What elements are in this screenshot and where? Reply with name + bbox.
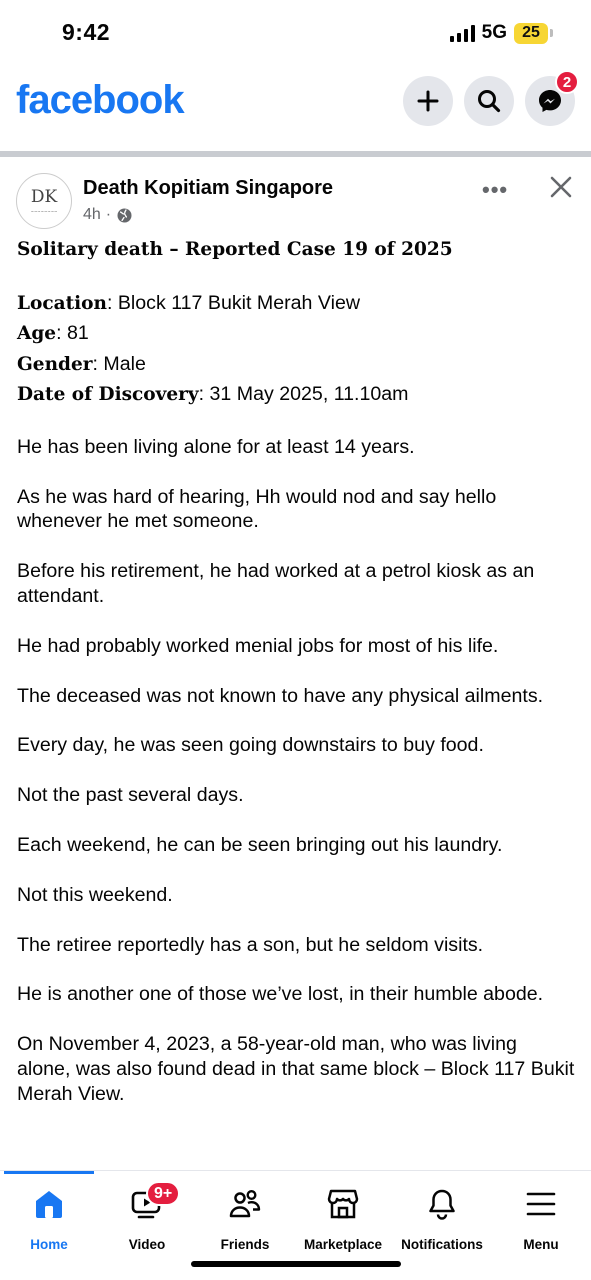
close-icon[interactable] xyxy=(548,174,574,200)
detail-value: : Male xyxy=(92,352,146,375)
messenger-button[interactable] xyxy=(525,73,575,126)
post-paragraph: Not the past several days. xyxy=(17,784,244,807)
video-badge: 9+ xyxy=(146,1181,180,1206)
nav-label-friends: Friends xyxy=(220,1237,270,1252)
meta-separator: · xyxy=(105,206,112,223)
post-paragraph: He has been living alone for at least 14 years. xyxy=(17,435,415,458)
detail-value: : 31 May 2025, 11.10am xyxy=(198,383,409,406)
nav-label-video: Video xyxy=(128,1237,166,1252)
detail-label: Gender xyxy=(17,353,93,375)
post-meta xyxy=(83,206,133,224)
page-avatar[interactable] xyxy=(16,173,72,229)
create-button[interactable] xyxy=(403,76,453,126)
post-paragraph: Not this weekend. xyxy=(17,883,173,906)
detail-row xyxy=(17,349,575,380)
nav-menu[interactable] xyxy=(492,1187,590,1257)
case-details xyxy=(17,288,575,410)
nav-label-home: Home xyxy=(30,1237,68,1252)
nav-label-menu: Menu xyxy=(523,1237,559,1252)
status-bar xyxy=(0,0,591,66)
post-body xyxy=(17,238,575,1107)
page-name[interactable]: Death Kopitiam Singapore xyxy=(83,177,334,199)
post-paragraph: He is another one of those we’ve lost, in their humble abode. xyxy=(17,983,544,1006)
header-divider xyxy=(0,151,591,157)
detail-row xyxy=(17,288,575,319)
nav-notifications[interactable] xyxy=(392,1187,492,1257)
nav-marketplace[interactable] xyxy=(294,1187,392,1257)
menu-icon xyxy=(524,1187,558,1221)
post-paragraph: The retiree reportedly has a son, but he seldom visits. xyxy=(17,933,484,956)
status-time: 9:42 xyxy=(62,19,111,45)
battery-icon xyxy=(514,23,553,44)
status-indicators xyxy=(450,22,553,44)
detail-row xyxy=(17,318,575,349)
search-button[interactable] xyxy=(464,76,514,126)
post-paragraph: Before his retirement, he had worked at a petrol kiosk as an attendant. xyxy=(17,560,535,607)
facebook-logo[interactable]: facebook xyxy=(16,78,184,122)
nav-label-notifications: Notifications xyxy=(401,1237,483,1252)
post-title: Solitary death – Reported Case 19 of 2025 xyxy=(17,239,453,260)
plus-icon xyxy=(416,89,440,113)
marketplace-icon xyxy=(326,1187,360,1221)
detail-value: : Block 117 Bukit Merah View xyxy=(106,291,360,314)
more-options-button[interactable]: ••• xyxy=(482,177,509,202)
detail-label: Age xyxy=(17,323,57,345)
detail-value: : 81 xyxy=(56,322,89,345)
detail-label: Location xyxy=(17,292,107,314)
signal-icon xyxy=(450,24,475,42)
search-icon xyxy=(476,88,502,114)
active-tab-indicator xyxy=(4,1171,94,1174)
home-icon xyxy=(32,1187,66,1221)
post-paragraph: As he was hard of hearing, Hh would nod and say hello whenever he met someone. xyxy=(17,485,497,533)
nav-friends[interactable] xyxy=(196,1187,294,1257)
post-paragraph: On November 4, 2023, a 58-year-old man, who was living alone, was also found dead in that same block – Block 117 Bukit Merah View. xyxy=(17,1033,575,1105)
post-paragraph: He had probably worked menial jobs for most of his life. xyxy=(17,634,499,657)
post-paragraph: The deceased was not known to have any physical ailments. xyxy=(17,684,544,707)
app-header xyxy=(0,66,591,152)
post-time[interactable]: 4h xyxy=(83,206,101,223)
post-paragraphs xyxy=(17,410,575,1107)
nav-label-marketplace: Marketplace xyxy=(303,1237,383,1252)
post-header xyxy=(0,170,591,230)
avatar-initials: DK xyxy=(30,186,58,207)
detail-label: Date of Discovery xyxy=(17,384,199,406)
friends-icon xyxy=(228,1187,262,1221)
detail-row xyxy=(17,379,575,410)
network-type: 5G xyxy=(481,22,507,43)
home-indicator xyxy=(191,1261,401,1267)
globe-icon xyxy=(116,207,133,224)
post-paragraph: Each weekend, he can be seen bringing out his laundry. xyxy=(17,833,503,856)
nav-home[interactable] xyxy=(0,1187,98,1257)
messenger-badge: 2 xyxy=(555,70,579,94)
nav-video[interactable] xyxy=(98,1184,196,1257)
post-paragraph: Every day, he was seen going downstairs to buy food. xyxy=(17,734,484,757)
avatar-logo-mark: ~~~~~~~~ xyxy=(30,208,58,214)
bell-icon xyxy=(425,1187,459,1221)
battery-level: 25 xyxy=(514,23,548,44)
